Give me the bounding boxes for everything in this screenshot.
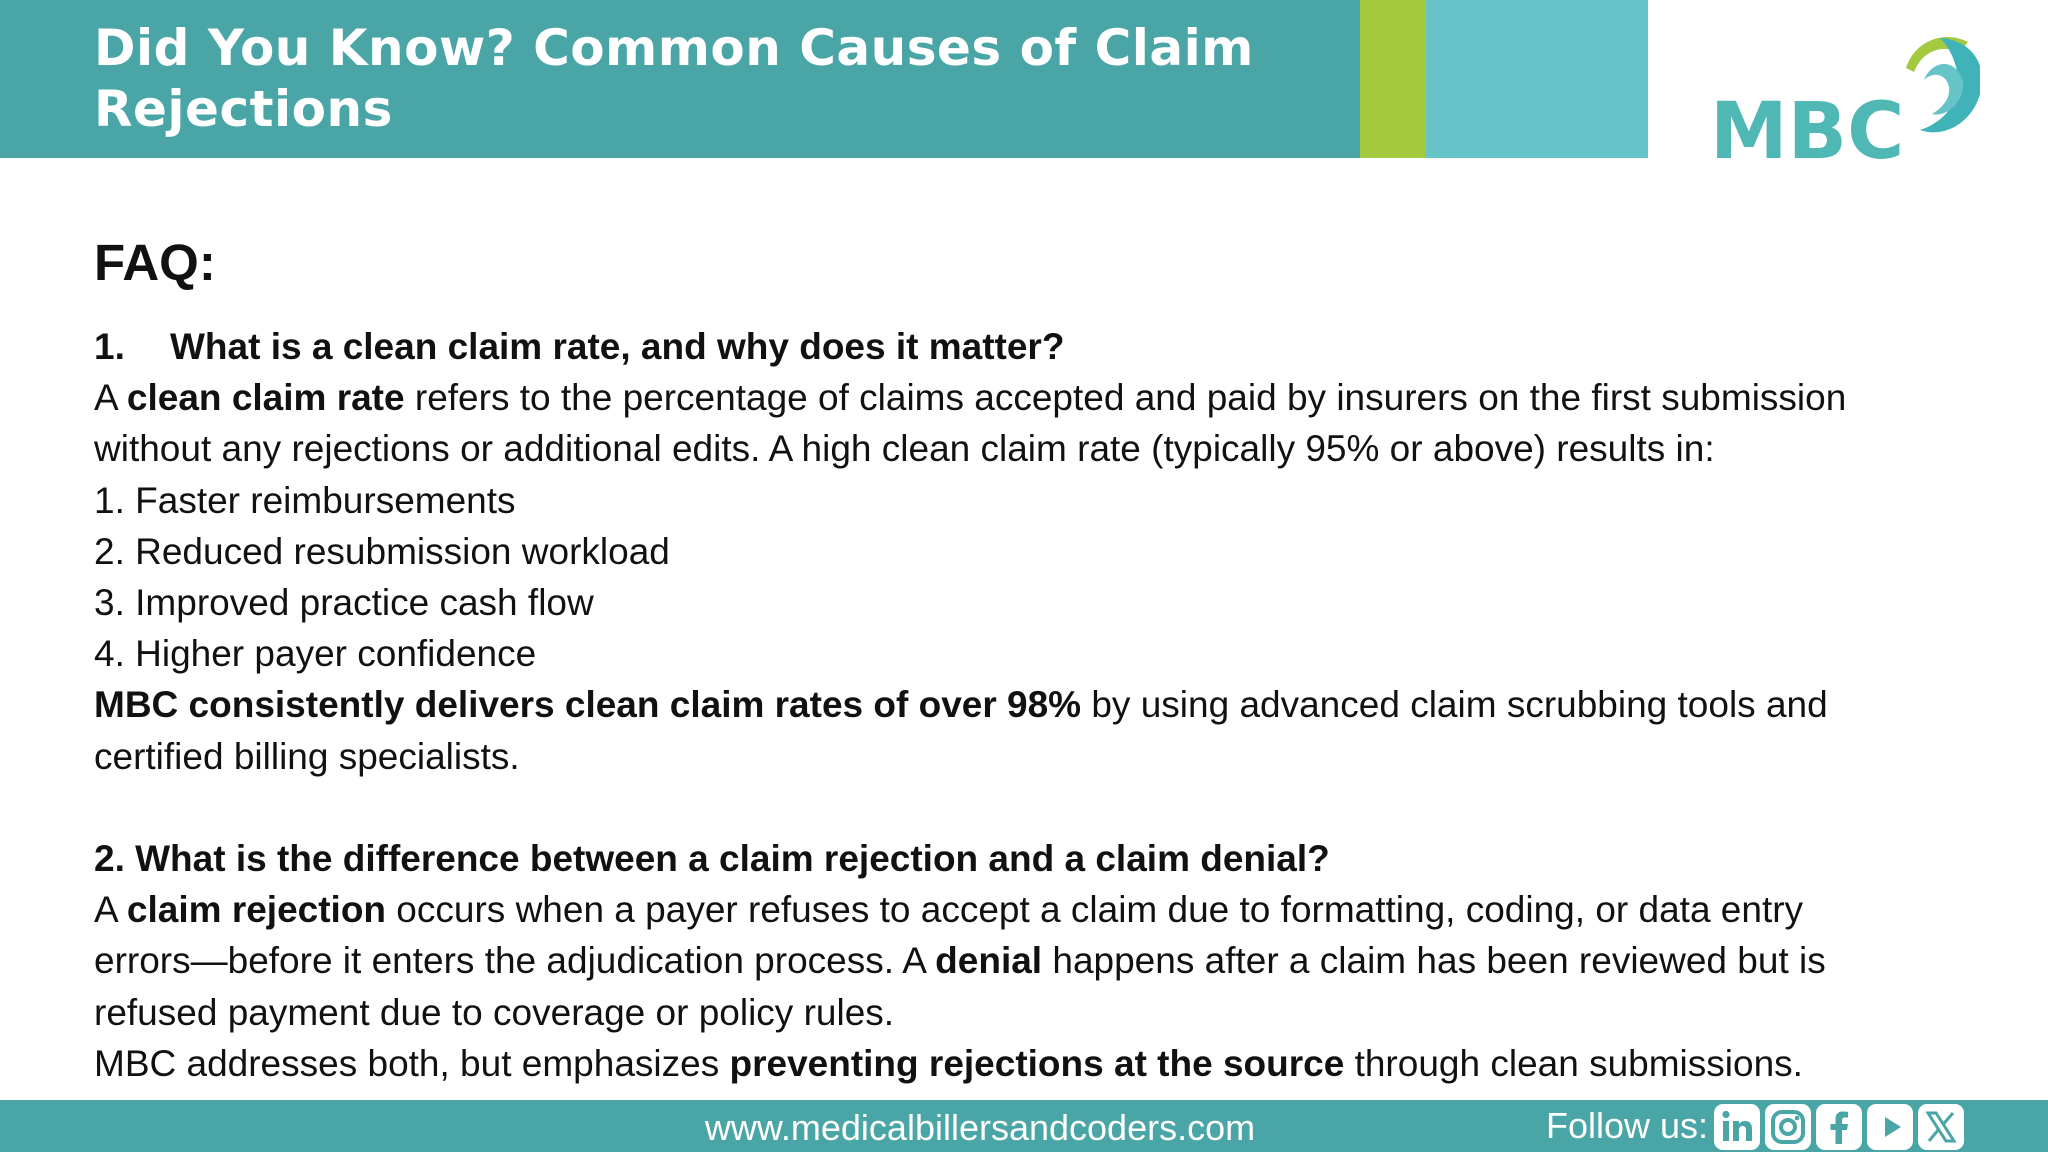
answer-2-line-3: refused payment due to coverage or policy rules. xyxy=(94,991,895,1033)
mbc-logo xyxy=(1710,30,1980,165)
header-green-band xyxy=(1360,0,1426,158)
list-item: 2. Reduced resubmission workload xyxy=(94,530,670,572)
term-claim-rejection: claim rejection xyxy=(126,889,387,931)
answer-2-line-4: MBC addresses both, but emphasizes preventing rejections at the source through clean submissions. xyxy=(94,1042,1803,1084)
x-icon[interactable] xyxy=(1918,1104,1964,1150)
question-number: 1. xyxy=(94,326,125,367)
instagram-icon[interactable] xyxy=(1765,1104,1811,1150)
mbc-statement-line-1: MBC consistently delivers clean claim rates of over 98% by using advanced claim scrubbing tools and xyxy=(94,684,1828,726)
faq-question-2: 2. What is the difference between a claim rejection and a claim denial? xyxy=(94,838,1330,880)
faq-content xyxy=(94,228,1974,1089)
section-spacer xyxy=(94,782,1974,833)
list-item: 3. Improved practice cash flow xyxy=(94,582,594,624)
term-denial: denial xyxy=(935,940,1043,982)
linkedin-icon[interactable] xyxy=(1714,1104,1760,1150)
faq-question-1 xyxy=(94,321,1974,372)
mbc-statement-line-2: certified billing specialists. xyxy=(94,735,520,777)
answer-1-line-2: without any rejections or additional edits. A high clean claim rate (typically 95% or above) results in: xyxy=(94,428,1715,470)
footer-bar xyxy=(0,1100,2048,1152)
header-banner xyxy=(0,0,1648,158)
facebook-icon[interactable] xyxy=(1816,1104,1862,1150)
mbc-logo-icon xyxy=(1710,30,1980,165)
faq-heading: FAQ: xyxy=(94,234,216,291)
follow-label: Follow us: xyxy=(1546,1105,1709,1146)
list-item: 4. Higher payer confidence xyxy=(94,633,537,675)
answer-2-line-2: errors—before it enters the adjudication process. A denial happens after a claim has been reviewed but is xyxy=(94,940,1826,982)
list-item: 1. Faster reimbursements xyxy=(94,479,516,521)
prevention-highlight: preventing rejections at the source xyxy=(729,1042,1345,1084)
youtube-icon[interactable] xyxy=(1867,1104,1913,1150)
term-clean-claim-rate: clean claim rate xyxy=(126,377,405,419)
svg-text:MBC: MBC xyxy=(1710,87,1905,165)
header-teal-band xyxy=(1426,0,1648,158)
page-title: Did You Know? Common Causes of Claim Rejections xyxy=(94,19,1254,138)
answer-2-line-1: A claim rejection occurs when a payer refuses to accept a claim due to formatting, coding, or data entry xyxy=(94,889,1804,931)
website-link[interactable]: www.medicalbillersandcoders.com xyxy=(704,1107,1256,1148)
question-text: What is a clean claim rate, and why does it matter? xyxy=(170,326,1065,367)
answer-1-line-1: A clean claim rate refers to the percentage of claims accepted and paid by insurers on the first submission xyxy=(94,377,1847,419)
mbc-highlight: MBC consistently delivers clean claim rates of over 98% xyxy=(94,684,1082,726)
